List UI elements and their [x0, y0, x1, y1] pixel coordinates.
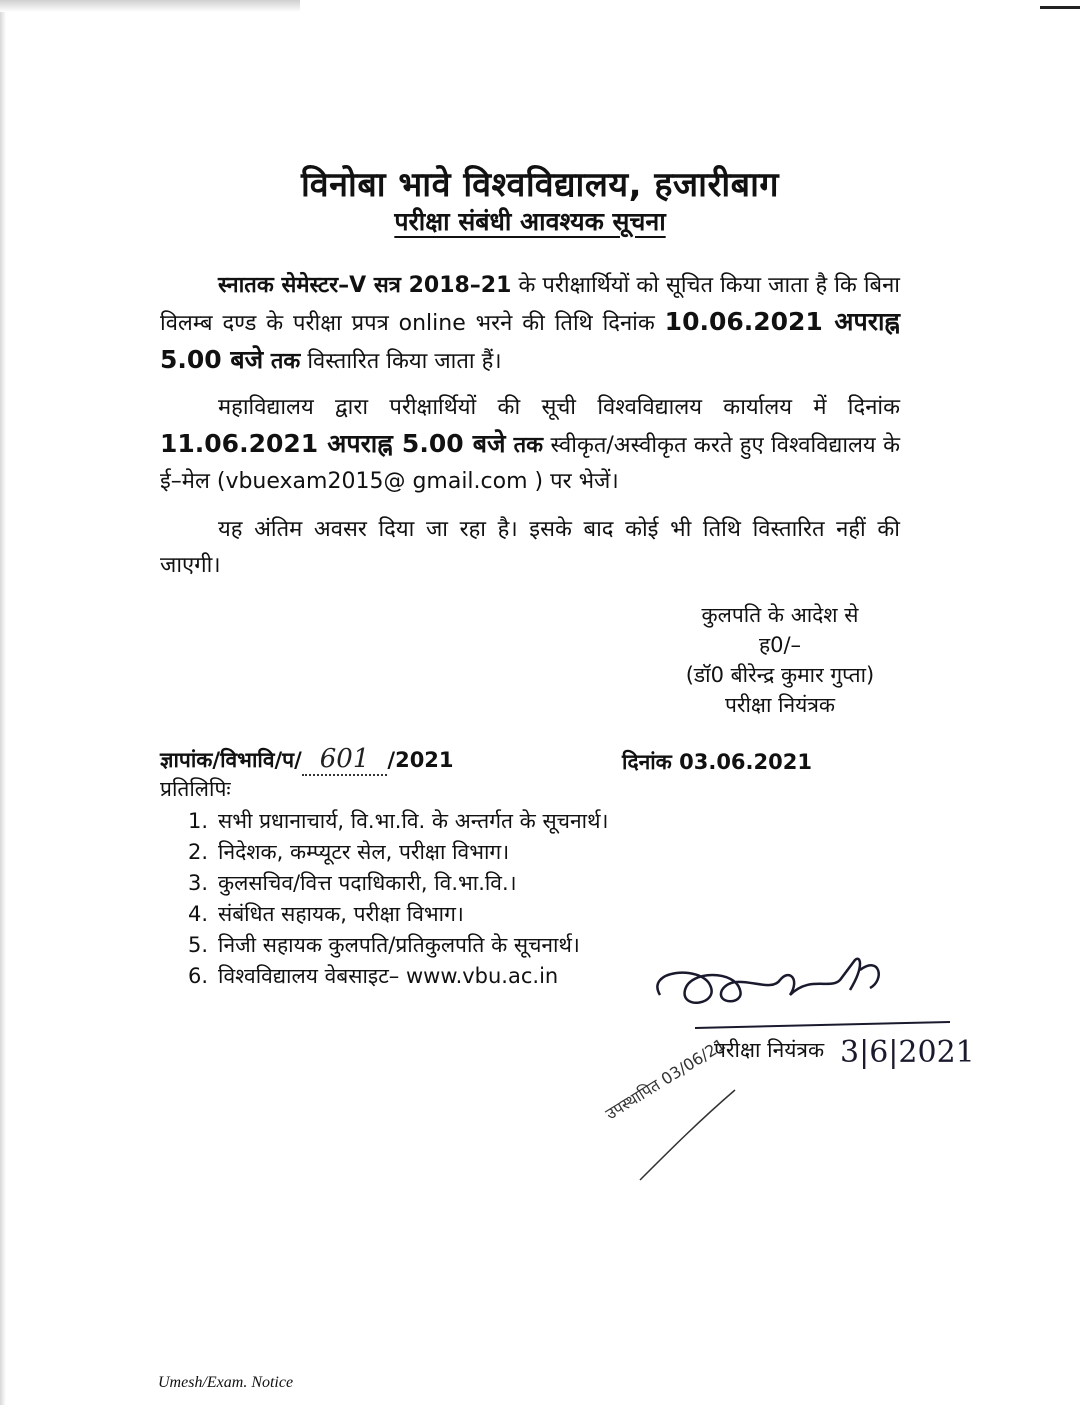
university-name: विनोबा भावे विश्वविद्यालय, हजारीबाग: [300, 165, 780, 205]
scan-mark-right: [1040, 6, 1080, 9]
memo-number: 601: [302, 744, 388, 776]
signatory-designation: परीक्षा नियंत्रक: [724, 693, 836, 717]
list-item: 6. विश्वविद्यालय वेबसाइट– www.vbu.ac.in: [188, 964, 559, 988]
list-item: 4. संबंधित सहायक, परीक्षा विभाग।: [188, 902, 464, 926]
memo-date: दिनांक 03.06.2021: [622, 750, 812, 774]
order-line: कुलपति के आदेश से: [701, 603, 859, 627]
handwritten-note: उपस्थापित 03/06/21: [602, 1034, 729, 1124]
paragraph-extension-notice: स्नातक सेमेस्टर–V सत्र 2018–21 के परीक्षार्थियों को सूचित किया जाता है कि बिना विलम्ब दण्ड के परीक्षा प्रपत्र online भरने की तिथि दिनांक 10.06.2021 अपराह्न 5.00 बजे तक विस्तारित किया जाता हैं।: [160, 273, 900, 374]
footer-reference: Umesh/Exam. Notice: [158, 1374, 294, 1391]
controller-label: परीक्षा नियंत्रक: [714, 1038, 825, 1062]
handwritten-date: 3|6|2021: [840, 1035, 975, 1070]
memo-reference: ज्ञापांक/विभावि/प/ 601 /2021: [160, 744, 454, 774]
paragraph-college-instruction: महाविद्यालय द्वारा परीक्षार्थियों की सूची विश्वविद्यालय कार्यालय में दिनांक 11.06.2021 अपराह्न 5.00 बजे तक स्वीकृत/अस्वीकृत करते हुए विश्वविद्यालय के ई–मेल (vbuexam2015@ gmail.com ) पर भेजें।: [160, 395, 900, 494]
copy-to-label: प्रतिलिपिः: [160, 777, 231, 801]
paragraph-final-chance: यह अंतिम अवसर दिया जा रहा है। इसके बाद कोई भी तिथि विस्तारित नहीं की जाएगी।: [160, 517, 900, 578]
copy-list: [188, 806, 608, 992]
list-item: 3. कुलसचिव/वित्त पदाधिकारी, वि.भा.वि.।: [188, 871, 517, 895]
notice-title: परीक्षा संबंधी आवश्यक सूचना: [394, 207, 666, 236]
scan-shadow-top: [0, 0, 300, 12]
list-item: 5. निजी सहायक कुलपति/प्रतिकुलपति के सूचनार्थ।: [188, 933, 580, 957]
list-item: 1. सभी प्रधानाचार्य, वि.भा.वि. के अन्तर्गत के सूचनार्थ।: [188, 809, 609, 833]
handwritten-signature: [602, 950, 1020, 1190]
signed-mark: ह0/–: [758, 633, 802, 657]
signatory-name: (डॉ0 बीरेन्द्र कुमार गुप्ता): [685, 663, 875, 687]
signature-block: [620, 600, 940, 720]
list-item: 2. निदेशक, कम्प्यूटर सेल, परीक्षा विभाग।: [188, 840, 510, 864]
